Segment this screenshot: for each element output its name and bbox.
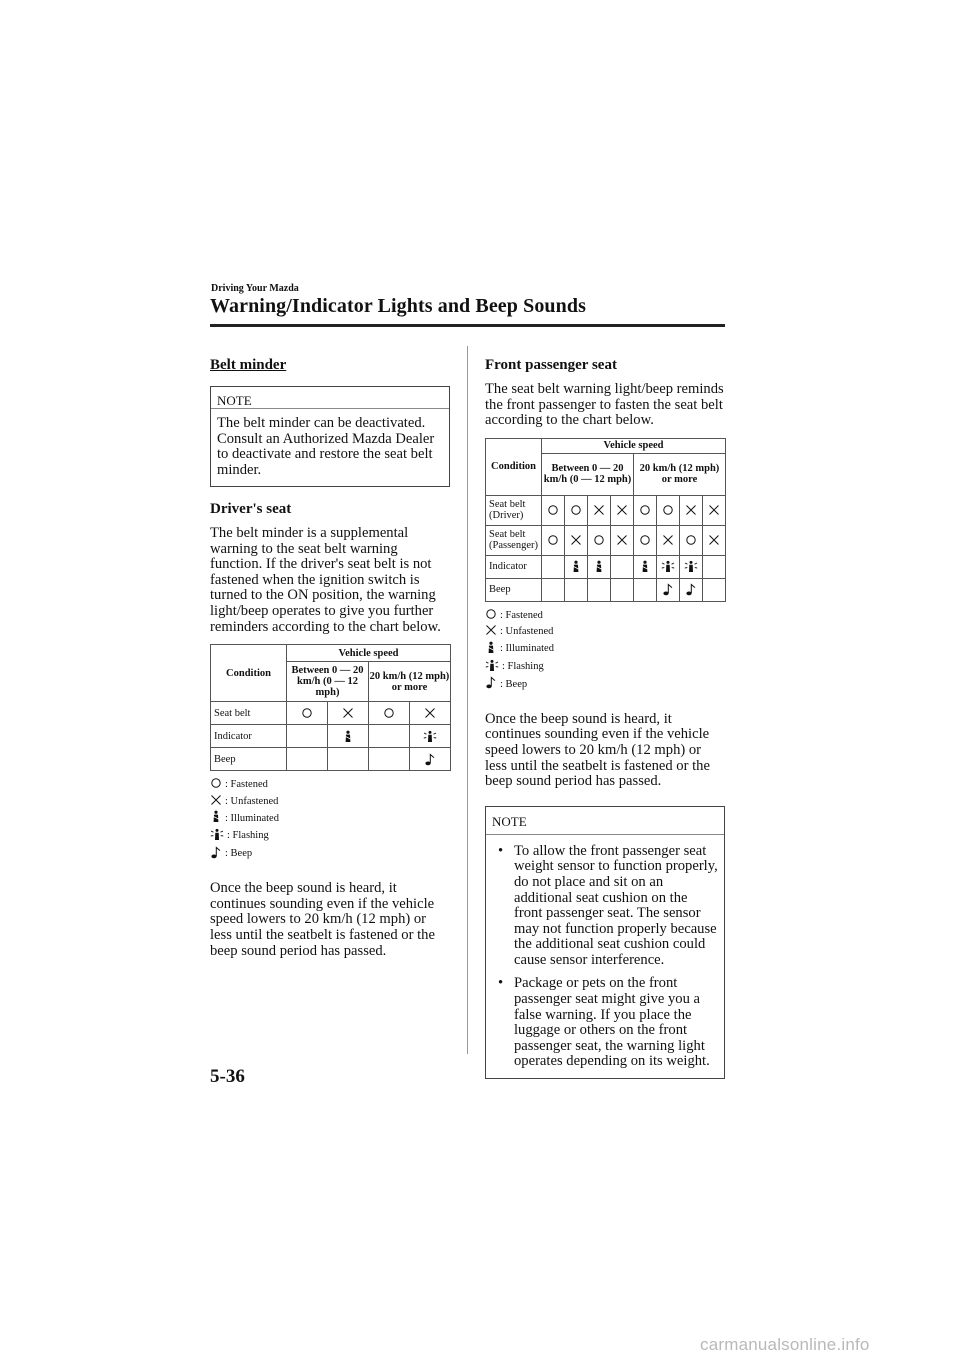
- note-bullet: [492, 844, 718, 969]
- fastened-icon: [588, 525, 611, 555]
- unfastened-icon: [328, 702, 369, 725]
- speed-range-low: Between 0 — 20 km/h (0 — 12 mph): [542, 453, 634, 495]
- illuminated-icon: [634, 555, 657, 578]
- belt-minder-heading: Belt minder: [210, 357, 287, 373]
- drivers-seat-intro: The belt minder is a supplemental warning to the seat belt warning function. If the driver's seat belt is not fastened when the ignition switch is turned to the ON position, the warning light/beep operates to give you further reminders according to the chart below.: [210, 525, 441, 635]
- note-bullet-text: Package or pets on the front passenger seat might give you a false warning. If you place the luggage or others on the front passenger seat, the warning light operates depending on its weight.: [514, 975, 710, 1070]
- title-rule: [210, 324, 725, 327]
- fastened-icon: [485, 608, 500, 625]
- empty-cell: [588, 578, 611, 601]
- legend-item: [210, 777, 450, 794]
- unfastened-icon: [410, 702, 451, 725]
- flashing-icon: [657, 555, 680, 578]
- unfastened-icon: [703, 495, 726, 525]
- left-column: [210, 356, 450, 959]
- legend-item: [485, 608, 725, 625]
- unfastened-icon: [611, 525, 634, 555]
- page-title: Warning/Indicator Lights and Beep Sounds: [210, 295, 586, 317]
- fastened-icon: [287, 702, 328, 725]
- unfastened-icon: [210, 794, 225, 811]
- unfastened-icon: [680, 495, 703, 525]
- legend-label: : Illuminated: [225, 812, 279, 824]
- fastened-icon: [657, 495, 680, 525]
- empty-cell: [634, 578, 657, 601]
- right-column: [485, 356, 725, 1079]
- bullet-icon: •: [498, 975, 504, 992]
- legend-item: [485, 676, 725, 694]
- vehicle-speed-header: Vehicle speed: [287, 645, 451, 662]
- empty-cell: [369, 725, 410, 748]
- empty-cell: [369, 748, 410, 771]
- legend-label: : Beep: [225, 848, 253, 860]
- fastened-icon: [634, 525, 657, 555]
- legend-label: : Unfastened: [225, 795, 279, 807]
- illuminated-icon: [210, 810, 225, 828]
- front-passenger-intro: The seat belt warning light/beep reminds the front passenger to fasten the seat belt according to the chart below.: [485, 381, 724, 429]
- empty-cell: [611, 578, 634, 601]
- column-divider: [467, 346, 468, 1054]
- legend-label: : Fastened: [225, 779, 268, 791]
- note-bullet: [492, 976, 718, 1070]
- row-label: Indicator: [211, 725, 287, 748]
- legend-label: : Unfastened: [500, 626, 554, 638]
- note-body: [486, 835, 724, 1078]
- unfastened-icon: [588, 495, 611, 525]
- legend-item: [210, 828, 450, 846]
- condition-header: Condition: [486, 438, 542, 495]
- row-label: Beep: [486, 578, 542, 601]
- bullet-icon: •: [498, 842, 504, 859]
- legend-item: [210, 846, 450, 864]
- legend-item: [485, 659, 725, 677]
- unfastened-icon: [703, 525, 726, 555]
- driver-chart: [210, 644, 451, 771]
- legend-label: : Flashing: [227, 830, 269, 842]
- note-text: The belt minder can be deactivated. Consult an Authorized Mazda Dealer to deactivate and restore the seat belt minder.: [217, 415, 435, 478]
- drivers-seat-outro: Once the beep sound is heard, it continues sounding even if the vehicle speed lowers to 20 km/h (12 mph) or less until the seatbelt is fastened or the beep sound period has passed.: [210, 880, 435, 959]
- note-label: NOTE: [211, 387, 449, 409]
- legend-item: [210, 810, 450, 828]
- watermark: carmanualsonline.info: [700, 1335, 870, 1354]
- legend-label: : Beep: [500, 678, 528, 690]
- beep-icon: [657, 578, 680, 601]
- chart-legend: [485, 608, 725, 694]
- condition-header: Condition: [211, 645, 287, 702]
- empty-cell: [328, 748, 369, 771]
- table-row: [486, 555, 726, 578]
- empty-cell: [287, 725, 328, 748]
- unfastened-icon: [485, 624, 500, 641]
- legend-item: [485, 641, 725, 659]
- legend-label: : Fastened: [500, 609, 543, 621]
- legend-label: : Illuminated: [500, 643, 554, 655]
- legend-item: [210, 794, 450, 811]
- page-number: 5-36: [210, 1066, 245, 1087]
- speed-range-high: 20 km/h (12 mph) or more: [369, 662, 451, 702]
- table-row: [486, 495, 726, 525]
- flashing-icon: [210, 828, 227, 846]
- illuminated-icon: [485, 641, 500, 659]
- row-label: Seat belt: [211, 702, 287, 725]
- passenger-note: [485, 806, 725, 1079]
- row-label: Indicator: [486, 555, 542, 578]
- fastened-icon: [542, 525, 565, 555]
- empty-cell: [287, 748, 328, 771]
- passenger-chart: [485, 438, 726, 602]
- beep-icon: [680, 578, 703, 601]
- fastened-icon: [680, 525, 703, 555]
- flashing-icon: [680, 555, 703, 578]
- illuminated-icon: [588, 555, 611, 578]
- empty-cell: [565, 578, 588, 601]
- unfastened-icon: [565, 525, 588, 555]
- empty-cell: [703, 555, 726, 578]
- front-passenger-outro: Once the beep sound is heard, it continues sounding even if the vehicle speed lowers to 20 km/h (12 mph) or less until the seatbelt is fastened or the beep sound period has passed.: [485, 710, 710, 790]
- unfastened-icon: [611, 495, 634, 525]
- fastened-icon: [210, 777, 225, 794]
- beep-icon: [410, 748, 451, 771]
- belt-minder-note: [210, 386, 450, 487]
- fastened-icon: [369, 702, 410, 725]
- section-label: Driving Your Mazda: [211, 283, 299, 294]
- beep-icon: [485, 676, 500, 694]
- fastened-icon: [542, 495, 565, 525]
- row-label: Seat belt (Passenger): [486, 525, 542, 555]
- front-passenger-heading: Front passenger seat: [485, 357, 617, 373]
- illuminated-icon: [565, 555, 588, 578]
- fastened-icon: [565, 495, 588, 525]
- empty-cell: [542, 555, 565, 578]
- speed-range-low: Between 0 — 20 km/h (0 — 12 mph): [287, 662, 369, 702]
- chart-legend: [210, 777, 450, 863]
- note-label: NOTE: [486, 807, 724, 835]
- table-row: [211, 702, 451, 725]
- speed-range-high: 20 km/h (12 mph) or more: [634, 453, 726, 495]
- vehicle-speed-header: Vehicle speed: [542, 438, 726, 453]
- flashing-icon: [410, 725, 451, 748]
- empty-cell: [542, 578, 565, 601]
- legend-label: : Flashing: [502, 661, 544, 673]
- drivers-seat-heading: Driver's seat: [210, 501, 292, 517]
- table-row: [211, 725, 451, 748]
- note-bullet-text: To allow the front passenger seat weight sensor to function properly, do not place and sit on an additional seat cushion on the front passenger seat. The sensor may not function properly because the additional seat cushion could cause sensor interference.: [514, 842, 718, 968]
- beep-icon: [210, 846, 225, 864]
- illuminated-icon: [328, 725, 369, 748]
- table-row: [486, 578, 726, 601]
- unfastened-icon: [657, 525, 680, 555]
- empty-cell: [611, 555, 634, 578]
- fastened-icon: [634, 495, 657, 525]
- table-row: [486, 525, 726, 555]
- row-label: Beep: [211, 748, 287, 771]
- empty-cell: [703, 578, 726, 601]
- table-row: [211, 748, 451, 771]
- legend-item: [485, 624, 725, 641]
- flashing-icon: [485, 659, 502, 677]
- row-label: Seat belt (Driver): [486, 495, 542, 525]
